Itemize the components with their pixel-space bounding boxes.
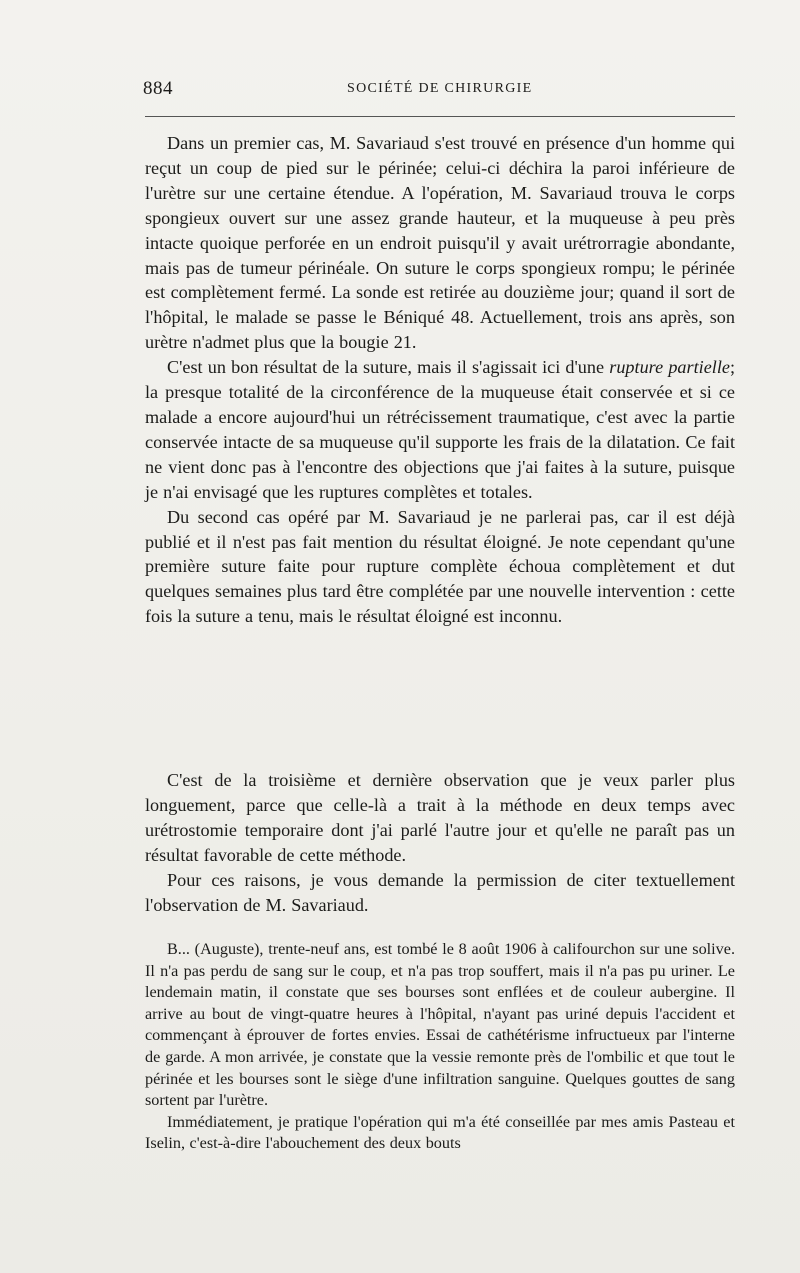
page-header xyxy=(143,78,735,102)
paragraph-partial-rupture-end: ; la presque totalité de la circonférence de la muqueuse était conservée et si ce malade a encore aujourd'hui un rétrécissement traumatique, c'est avec la partie conservée intacte de sa muqueuse qu'il supporte les frais de la dilatation. Ce fait ne vient donc pas à l'encontre des objections que j'ai faites à la suture, puisque je n'ai envisagé que les ruptures complètes et totales. xyxy=(145,357,736,502)
paragraph-citation-request: Pour ces raisons, je vous demande la permission de citer textuellement l'observation de M. Savariaud. xyxy=(145,869,735,915)
main-text-block xyxy=(145,131,735,629)
paragraph-partial-rupture-start: C'est un bon résultat de la suture, mais il s'agissait ici d'une xyxy=(167,357,610,378)
page-number: 884 xyxy=(143,78,173,99)
paragraph-second-case: Du second cas opéré par M. Savariaud je ne parlerai pas, car il est déjà publié et il n'est pas fait mention du résultat éloigné. Je note cependant qu'une première suture faite pour rupture complète échoua complètement et dut quelques semaines plus tard être complétée par une nouvelle intervention : cette fois la suture a tenu, mais le résultat éloigné est inconnu. xyxy=(145,506,735,627)
observation-block xyxy=(145,939,735,1155)
observation-paragraph-operation: Immédiatement, je pratique l'opération qui m'a été conseillée par mes amis Pasteau et Iselin, c'est-à-dire l'abouchement des deux bouts xyxy=(145,1112,735,1153)
paragraph-third-observation: C'est de la troisième et dernière observation que je veux parler plus longuement, parce que celle-là a trait à la méthode en deux temps avec urétrostomie temporaire dont j'ai parlé l'autre jour et qu'elle ne paraît pas un résultat favorable de cette méthode. xyxy=(145,770,735,865)
running-title: SOCIÉTÉ DE CHIRURGIE xyxy=(347,81,533,96)
paragraph-partial-rupture xyxy=(145,355,735,504)
observation-paragraph-case: B... (Auguste), trente-neuf ans, est tombé le 8 août 1906 à califourchon sur une solive. Il n'a pas perdu de sang sur le coup, et n'a pas trop souffert, mais il n'a pas pu uriner. Le lendemain matin, il constate que ses bourses sont enflées et de couleur aubergine. Il arrive au bout de vingt-quatre heures à l'hôpital, n'ayant pas uriné depuis l'accident et commençant à éprouver de fortes envies. Essai de cathétérisme infructueux par l'interne de garde. A mon arrivée, je constate que la vessie remonte près de l'ombilic et que tout le périnée et les bourses sont le siège d'une infiltration sanguine. Quelques gouttes de sang sortent par l'urètre. xyxy=(145,940,735,1110)
header-divider xyxy=(145,116,735,117)
main-text-block-2 xyxy=(145,768,735,917)
paragraph-first-case: Dans un premier cas, M. Savariaud s'est trouvé en présence d'un homme qui reçut un coup de pied sur le périnée; celui-ci déchira la paroi inférieure de l'urètre sur une certaine étendue. A l'opération, M. Savariaud trouva le corps spongieux ouvert sur une assez grande hauteur, et la muqueuse à peu près intacte quoique perforée en un endroit puisqu'il y avait urétrorragie abondante, mais pas de tumeur périnéale. On suture le corps spongieux rompu; le périnée est complètement fermé. La sonde est retirée au douzième jour; quand il sort de l'hôpital, le malade se passe le Béniqué 48. Actuellement, trois ans après, son urètre n'admet plus que la bougie 21. xyxy=(145,133,735,353)
italic-term: rupture partielle xyxy=(609,357,730,378)
